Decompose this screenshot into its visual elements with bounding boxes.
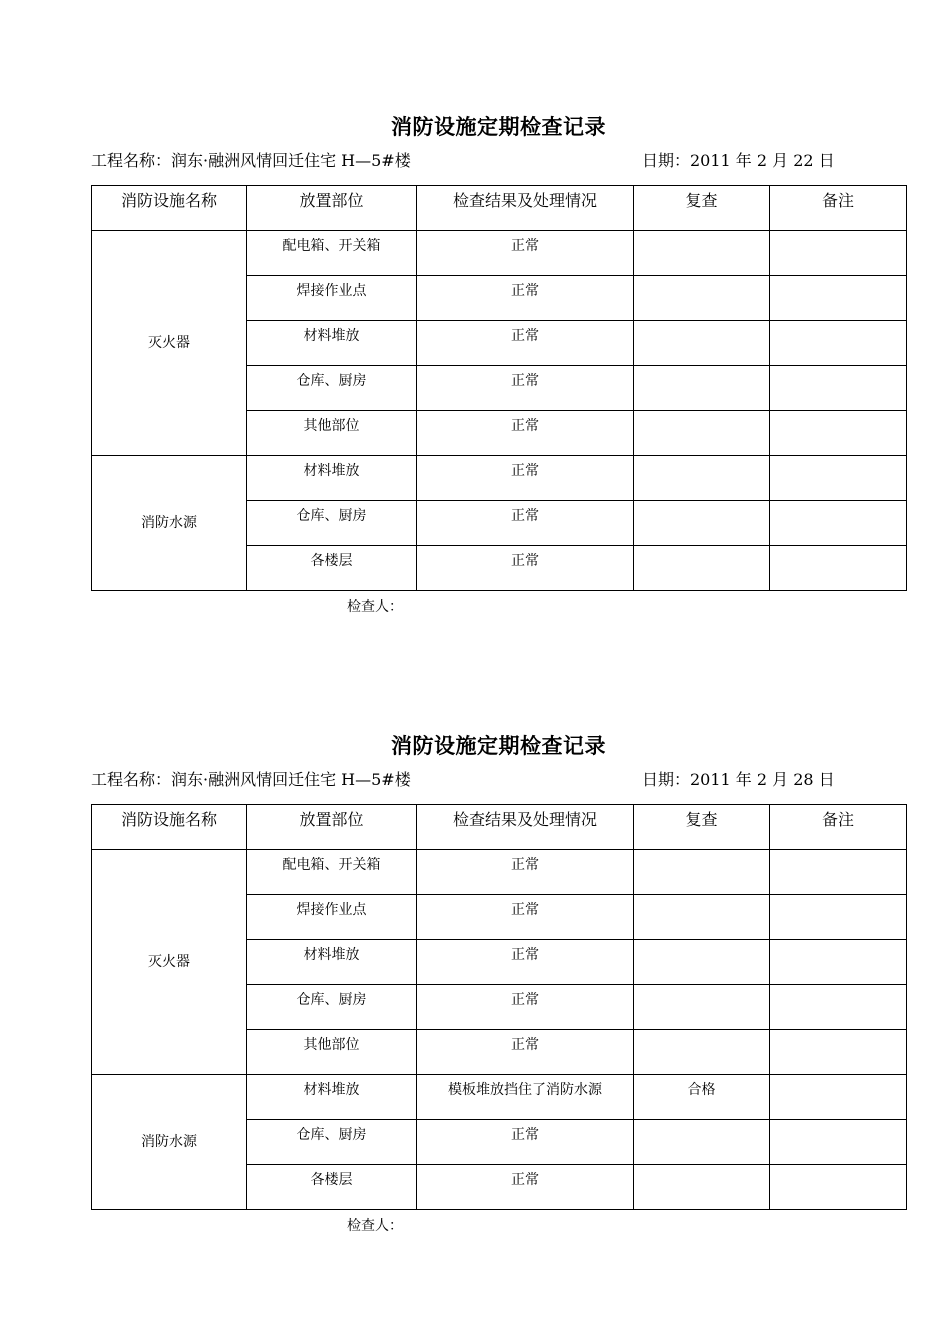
result-cell: 正常: [417, 1120, 634, 1165]
result-cell: 正常: [417, 1030, 634, 1075]
note-cell: [770, 456, 907, 501]
inspection-date: 日期：2011 年 2 月 28 日: [642, 770, 835, 789]
result-cell: 正常: [417, 276, 634, 321]
location-cell: 仓库、厨房: [247, 501, 417, 546]
result-cell: 正常: [417, 366, 634, 411]
table-row: [92, 231, 907, 276]
recheck-cell: [634, 940, 770, 985]
recheck-cell: [634, 1030, 770, 1075]
location-cell: 材料堆放: [247, 456, 417, 501]
recheck-cell: [634, 1120, 770, 1165]
result-cell: 正常: [417, 1165, 634, 1210]
column-header: 消防设施名称: [92, 805, 247, 850]
recheck-cell: [634, 895, 770, 940]
facility-name: 灭火器: [92, 231, 247, 456]
location-cell: 仓库、厨房: [247, 985, 417, 1030]
facility-name: 消防水源: [92, 456, 247, 591]
location-cell: 其他部位: [247, 411, 417, 456]
location-cell: 配电箱、开关箱: [247, 231, 417, 276]
note-cell: [770, 1120, 907, 1165]
recheck-cell: 合格: [634, 1075, 770, 1120]
facility-name: 消防水源: [92, 1075, 247, 1210]
recheck-cell: [634, 1165, 770, 1210]
recheck-cell: [634, 985, 770, 1030]
result-cell: 正常: [417, 546, 634, 591]
note-cell: [770, 276, 907, 321]
result-cell: 正常: [417, 501, 634, 546]
recheck-cell: [634, 411, 770, 456]
inspection-table: [91, 804, 907, 1210]
recheck-cell: [634, 546, 770, 591]
result-cell: 模板堆放挡住了消防水源: [417, 1075, 634, 1120]
result-cell: 正常: [417, 411, 634, 456]
note-cell: [770, 1075, 907, 1120]
column-header: 备注: [770, 186, 907, 231]
table-row: [92, 850, 907, 895]
location-cell: 焊接作业点: [247, 895, 417, 940]
table-header-row: [92, 186, 907, 231]
column-header: 消防设施名称: [92, 186, 247, 231]
record-title: 消防设施定期检查记录: [391, 733, 606, 758]
record-header: [91, 148, 906, 174]
result-cell: 正常: [417, 940, 634, 985]
column-header: 复查: [634, 186, 770, 231]
note-cell: [770, 366, 907, 411]
note-cell: [770, 321, 907, 366]
location-cell: 各楼层: [247, 546, 417, 591]
note-cell: [770, 985, 907, 1030]
table-header-row: [92, 805, 907, 850]
project-name: 工程名称：润东·融洲风情回迁住宅 H—5#楼: [91, 151, 411, 170]
location-cell: 材料堆放: [247, 940, 417, 985]
result-cell: 正常: [417, 985, 634, 1030]
note-cell: [770, 895, 907, 940]
result-cell: 正常: [417, 231, 634, 276]
note-cell: [770, 1165, 907, 1210]
table-row: [92, 456, 907, 501]
table-row: [92, 1075, 907, 1120]
column-header: 备注: [770, 805, 907, 850]
location-cell: 其他部位: [247, 1030, 417, 1075]
recheck-cell: [634, 231, 770, 276]
note-cell: [770, 231, 907, 276]
record-title: 消防设施定期检查记录: [391, 114, 606, 139]
result-cell: 正常: [417, 321, 634, 366]
location-cell: 材料堆放: [247, 1075, 417, 1120]
note-cell: [770, 546, 907, 591]
inspection-table: [91, 185, 907, 591]
facility-name: 灭火器: [92, 850, 247, 1075]
location-cell: 各楼层: [247, 1165, 417, 1210]
inspection-date: 日期：2011 年 2 月 22 日: [642, 151, 835, 170]
recheck-cell: [634, 456, 770, 501]
location-cell: 材料堆放: [247, 321, 417, 366]
recheck-cell: [634, 276, 770, 321]
recheck-cell: [634, 501, 770, 546]
result-cell: 正常: [417, 895, 634, 940]
location-cell: 仓库、厨房: [247, 366, 417, 411]
result-cell: 正常: [417, 456, 634, 501]
column-header: 放置部位: [247, 186, 417, 231]
location-cell: 焊接作业点: [247, 276, 417, 321]
column-header: 检查结果及处理情况: [417, 805, 634, 850]
location-cell: 仓库、厨房: [247, 1120, 417, 1165]
recheck-cell: [634, 850, 770, 895]
note-cell: [770, 411, 907, 456]
record-header: [91, 767, 906, 793]
recheck-cell: [634, 366, 770, 411]
result-cell: 正常: [417, 850, 634, 895]
inspector-label: 检查人：: [347, 599, 403, 615]
column-header: 放置部位: [247, 805, 417, 850]
note-cell: [770, 501, 907, 546]
recheck-cell: [634, 321, 770, 366]
location-cell: 配电箱、开关箱: [247, 850, 417, 895]
note-cell: [770, 850, 907, 895]
project-name: 工程名称：润东·融洲风情回迁住宅 H—5#楼: [91, 770, 411, 789]
inspector-label: 检查人：: [347, 1218, 403, 1234]
column-header: 复查: [634, 805, 770, 850]
column-header: 检查结果及处理情况: [417, 186, 634, 231]
note-cell: [770, 940, 907, 985]
note-cell: [770, 1030, 907, 1075]
